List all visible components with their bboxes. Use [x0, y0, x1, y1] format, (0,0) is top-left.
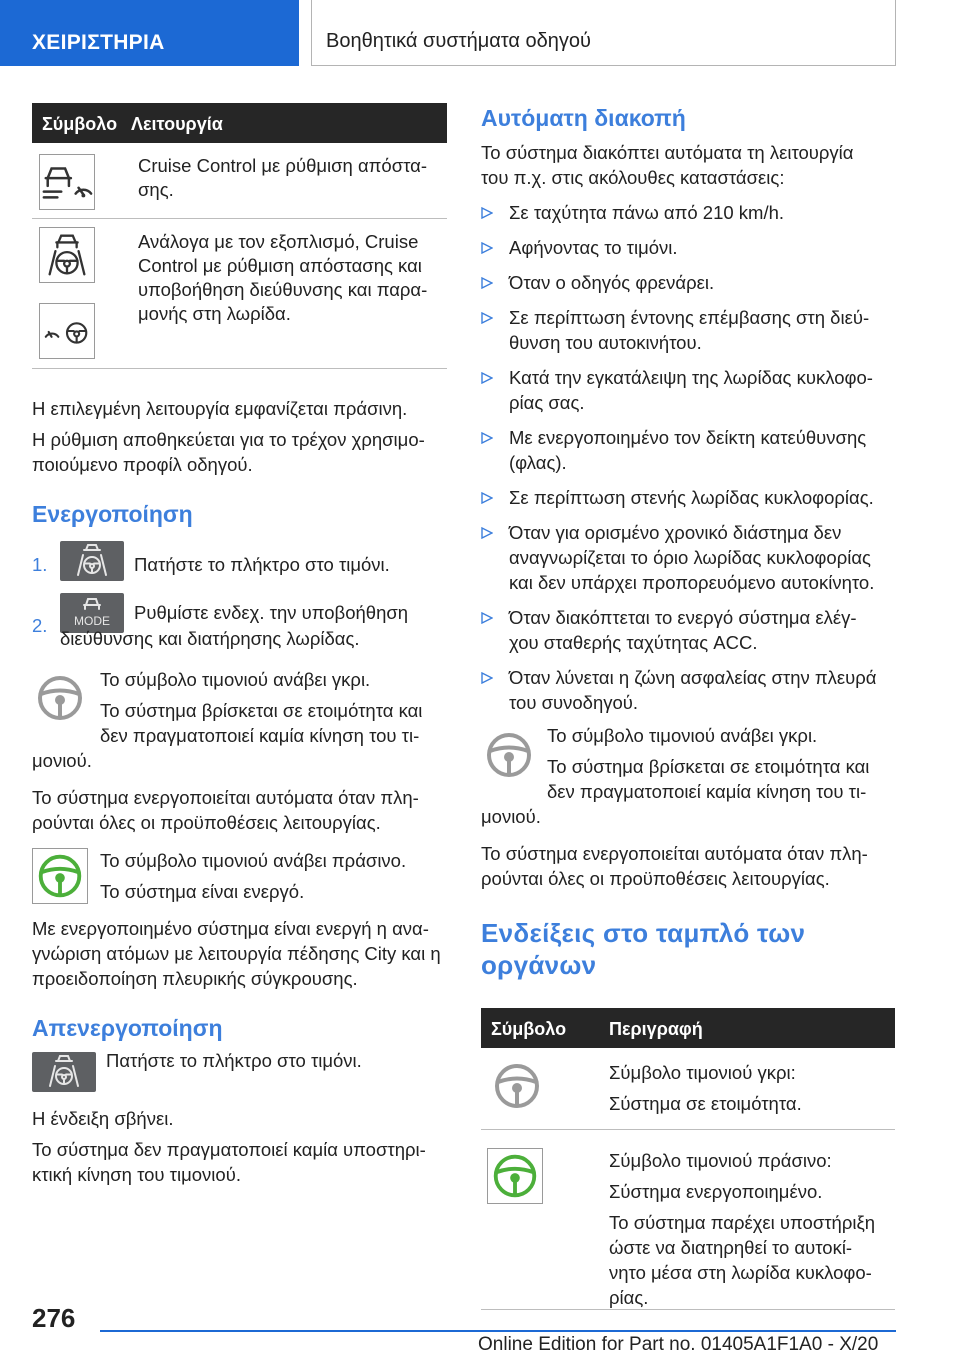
distance-steering-icon: [39, 303, 95, 359]
col-description-header: Περιγραφή: [609, 1019, 703, 1039]
list-item: Με ενεργοποιημένο τον δείκτη κατεύθυνσης (φλας).: [481, 425, 895, 475]
step-2-text-line1: Ρυθμίστε ενδεχ. την υποβοήθηση: [134, 602, 409, 623]
table-header: [32, 103, 447, 143]
row-2-description: Ανάλογα με τον εξοπλισμό, Cruise Control με ρύθμιση απόστασης και υποβοήθηση διεύθυνσης και παρα- μονής στη λωρίδα.: [138, 231, 428, 324]
mode-button-icon: [60, 593, 124, 633]
triangle-bullet-icon: [481, 432, 493, 444]
list-item: Όταν λύνεται η ζώνη ασφαλείας στην πλευρά του συνοδηγού.: [481, 665, 895, 715]
triangle-bullet-icon: [481, 612, 493, 624]
steering-wheel-grey-icon: [491, 1060, 543, 1112]
list-item: Σε περίπτωση έντονης επέμβασης στη διεύ- θυνση του αυτοκινήτου.: [481, 305, 895, 355]
triangle-bullet-icon: [481, 672, 493, 684]
triangle-bullet-icon: [481, 492, 493, 504]
indicator-off-note: Η ένδειξη σβήνει.: [32, 1108, 174, 1129]
auto-stop-intro: Το σύστημα διακόπτει αυτόματα τη λειτουργία του π.χ. στις ακόλουθες καταστάσεις:: [481, 142, 854, 188]
triangle-bullet-icon: [481, 527, 493, 539]
deactivation-heading: Απενεργοποίηση: [32, 1015, 223, 1041]
steering-wheel-green-icon: [32, 848, 88, 904]
steering-wheel-grey-icon: [34, 672, 86, 724]
auto-activation-note: Το σύστημα ενεργοποιείται αυτόματα όταν πλη- ρούνται όλες οι προϋποθέσεις λειτουργίας.: [32, 787, 419, 833]
steering-lane-icon: [39, 227, 95, 283]
step-1-text: Πατήστε το πλήκτρο στο τιμόνι.: [134, 554, 390, 575]
list-item: Αφήνοντας το τιμόνι.: [481, 235, 895, 260]
list-item: Σε ταχύτητα πάνω από 210 km/h.: [481, 200, 895, 225]
steering-assist-button-icon: [60, 541, 124, 581]
triangle-bullet-icon: [481, 372, 493, 384]
activation-heading: Ενεργοποίηση: [32, 501, 193, 527]
table-row: Σύμβολο τιμονιού γκρι: Σύστημα σε ετοιμότητα.: [481, 1048, 895, 1130]
table-row: Σύμβολο τιμονιού πράσινο: Σύστημα ενεργοποιημένο. Το σύστημα παρέχει υποστήριξη ώστε να διατηρηθεί το αυτοκί- νητο μέσα στη λωρίδα κυκλοφο- ρίας.: [481, 1130, 895, 1310]
table-row: [32, 219, 447, 369]
deactivation-step: [32, 1050, 447, 1104]
steering-assist-button-icon: [32, 1052, 96, 1092]
grey-steering-note: Το σύμβολο τιμονιού ανάβει γκρι. Το σύστημα βρίσκεται σε ετοιμότητα και δεν πραγματοποιεί καμία κίνηση του τι- μονιού.: [481, 725, 870, 827]
col-symbol-header: Σύμβολο: [42, 114, 118, 134]
selected-function-note: Η επιλεγμένη λειτουργία εμφανίζεται πράσινη.: [32, 398, 408, 419]
table-header: [481, 1008, 895, 1048]
profile-note: Η ρύθμιση αποθηκεύεται για το τρέχον χρησιμο- ποιούμενο προφίλ οδηγού.: [32, 429, 425, 475]
auto-stop-list: [481, 200, 895, 715]
auto-stop-heading: Αυτόματη διακοπή: [481, 105, 686, 131]
chapter-title: Βοηθητικά συστήματα οδηγού: [311, 0, 896, 66]
cruise-distance-icon: [39, 154, 95, 210]
triangle-bullet-icon: [481, 207, 493, 219]
steering-wheel-grey-icon: [483, 729, 535, 781]
grey-steering-note: Το σύμβολο τιμονιού ανάβει γκρι. Το σύστημα βρίσκεται σε ετοιμότητα και δεν πραγματοποιεί καμία κίνηση του τι- μονιού.: [32, 669, 423, 771]
step-2: 2. MODE Ρυθμίστε ενδεχ. την υποβοήθηση διεύθυνσης και διατήρησης λωρίδας.: [32, 593, 447, 659]
left-column: [32, 103, 447, 1187]
no-steering-note: Το σύστημα δεν πραγματοποιεί καμία υποστηρι- κτική κίνηση του τιμονιού.: [32, 1139, 426, 1185]
page-header: [0, 0, 960, 66]
list-item: Όταν διακόπτεται το ενεργό σύστημα ελέγ- χου σταθερής ταχύτητας ACC.: [481, 605, 895, 655]
col-function-header: Λειτουργία: [131, 114, 223, 134]
auto-activation-note: Το σύστημα ενεργοποιείται αυτόματα όταν πλη- ρούνται όλες οι προϋποθέσεις λειτουργίας.: [481, 843, 868, 889]
edition-note: Online Edition for Part no. 01405A1F1A0 - X/20: [478, 1334, 879, 1355]
step-1: 1. Πατήστε το πλήκτρο στο τιμόνι.: [32, 541, 447, 593]
city-brake-note: Με ενεργοποιημένο σύστημα είναι ενεργή η ανα- γνώριση ατόμων με λειτουργία πέδησης City και η προειδοποίηση πλευρικής σύγκρουσης.: [32, 918, 441, 989]
steering-wheel-green-icon: [487, 1148, 543, 1204]
triangle-bullet-icon: [481, 242, 493, 254]
triangle-bullet-icon: [481, 277, 493, 289]
row-1-description: Cruise Control με ρύθμιση απόστα- σης.: [138, 155, 428, 200]
list-item: Όταν για ορισμένο χρονικό διάστημα δεν αναγνωρίζεται το όριο λωρίδας κυκλοφορίας και δεν υπάρχει προπορευόμενο αυτοκίνητο.: [481, 520, 895, 595]
section-tab: ΧΕΙΡΙΣΤΗΡΙΑ: [0, 0, 299, 66]
page-number: 276: [32, 1303, 76, 1333]
col-symbol-header: Σύμβολο: [491, 1019, 567, 1039]
step-2-text-line2: διεύθυνσης και διατήρησης λωρίδας.: [60, 628, 360, 649]
footer-divider: [100, 1330, 896, 1332]
table-row: [32, 143, 447, 219]
cluster-heading: Ενδείξεις στο ταμπλό των οργάνων: [481, 918, 806, 980]
deactivation-text: Πατήστε το πλήκτρο στο τιμόνι.: [106, 1050, 362, 1071]
mode-label: MODE: [74, 614, 110, 628]
right-column: [481, 103, 895, 1310]
triangle-bullet-icon: [481, 312, 493, 324]
list-item: Σε περίπτωση στενής λωρίδας κυκλοφορίας.: [481, 485, 895, 510]
list-item: Κατά την εγκατάλειψη της λωρίδας κυκλοφο- ρίας σας.: [481, 365, 895, 415]
green-steering-note: Το σύμβολο τιμονιού ανάβει πράσινο. Το σύστημα είναι ενεργό.: [32, 848, 447, 914]
list-item: Όταν ο οδηγός φρενάρει.: [481, 270, 895, 295]
